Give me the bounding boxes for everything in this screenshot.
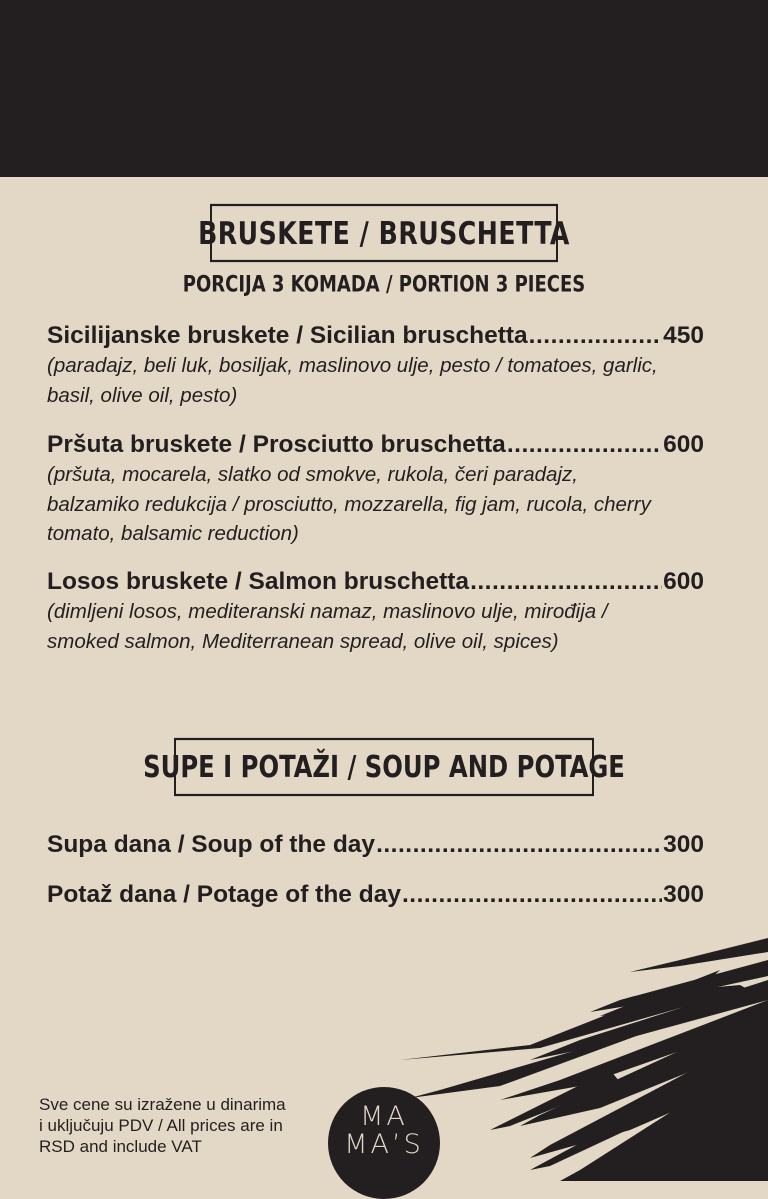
menu-item-name: Supa dana / Soup of the day	[47, 831, 376, 858]
menu-item-price: 300	[663, 831, 704, 858]
menu-item	[47, 831, 704, 859]
header-band	[0, 0, 768, 177]
dot-leader	[529, 322, 662, 350]
dot-leader	[376, 831, 662, 859]
menu-item-price: 600	[663, 431, 704, 458]
menu-item-name: Pršuta bruskete / Prosciutto bruschetta	[47, 431, 506, 458]
menu-item-price: 450	[663, 322, 704, 349]
section-title-bruschetta: BRUSKETE / BRUSCHETTA	[210, 204, 558, 262]
menu-item-name: Potaž dana / Potage of the day	[47, 881, 401, 908]
menu-item-description: (pršuta, mocarela, slatko od smokve, rukola, čeri paradajz, balzamiko redukcija / prosciutto, mozzarella, fig jam, rucola, cherry tomato, balsamic reduction)	[47, 463, 651, 545]
section-title-soup: SUPE I POTAŽI / SOUP AND POTAGE	[174, 738, 594, 796]
mamas-logo: MA MA’S	[328, 1087, 440, 1199]
menu-item-description: (paradajz, beli luk, bosiljak, maslinovo ulje, pesto / tomatoes, garlic, basil, olive oil, pesto)	[47, 354, 658, 407]
menu-item	[47, 568, 704, 656]
menu-item	[47, 881, 704, 909]
price-note: Sve cene su izražene u dinarima i uključuju PDV / All prices are in RSD and include VAT	[39, 1095, 286, 1156]
dot-leader	[507, 431, 662, 459]
dot-leader	[402, 881, 662, 909]
menu-item	[47, 431, 704, 549]
section-subtitle-portion: PORCIJA 3 KOMADA / PORTION 3 PIECES	[182, 270, 586, 298]
dot-leader	[470, 568, 662, 596]
menu-item-name: Losos bruskete / Salmon bruschetta	[47, 568, 470, 595]
menu-item-description: (dimljeni losos, mediteranski namaz, maslinovo ulje, mirođija / smoked salmon, Mediterranean spread, olive oil, spices)	[47, 600, 608, 653]
menu-item-price: 300	[663, 881, 704, 908]
menu-item	[47, 322, 704, 410]
menu-item-name: Sicilijanske bruskete / Sicilian bruschetta	[47, 322, 528, 349]
menu-item-price: 600	[663, 568, 704, 595]
